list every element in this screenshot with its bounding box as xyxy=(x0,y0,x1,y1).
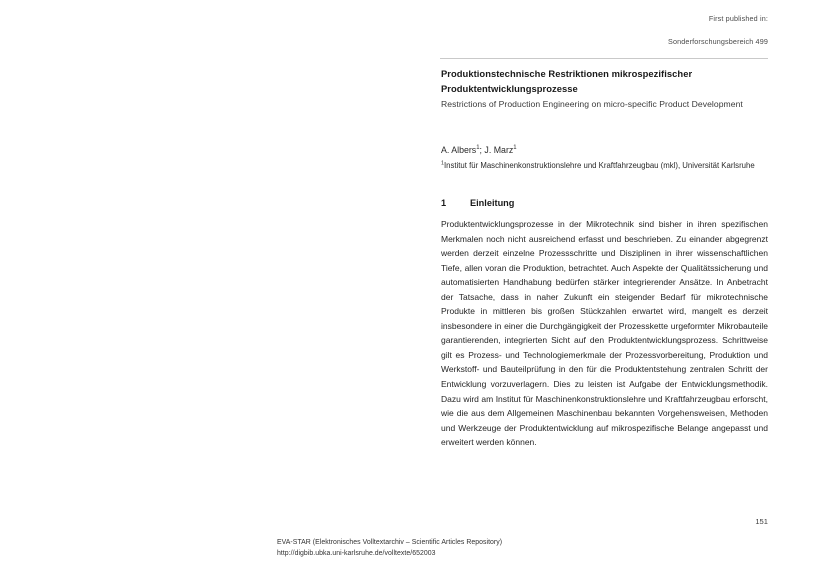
document-content xyxy=(441,66,768,450)
first-published-label: First published in: xyxy=(708,14,768,23)
author-second-affiliation-marker: 1 xyxy=(513,144,517,151)
section-number: 1 xyxy=(441,198,447,208)
affiliation-marker: 1 xyxy=(441,159,444,166)
author-first: A. Albers xyxy=(441,144,477,155)
header-divider xyxy=(440,58,768,59)
section-paragraph: Produktentwicklungsprozesse in der Mikrotechnik sind bisher in ihren spezifischen Merkmalen noch nicht ausreichend erfasst und beschrieben. Zu einander abgegrenzt werden derzeit einzelne Prozessschritte und Disziplinen in ihrer wissenschaftlichen Tiefe, allen voran die Produktion, betrachtet. Auch Aspekte der Qualitätssicherung und automatisierten Handhabung bedürfen stärker integrierender Ansätze. In Anbetracht der Tatsache, dass in naher Zukunft ein steigender Bedarf für mikrotechnische Produkte in mittleren bis großen Stückzahlen erwartet wird, mangelt es derzeit insbesondere in einer die Durchgängigkeit der Prozesskette urgeformter Mikrobauteile garantierenden, integrierten Sicht auf den Produktentwicklungsprozess. Schrittweise gilt es Prozess- und Technologiemerkmale der Prozessvorbereitung, Produktion und Werkstoff- und Bauteilprüfung in den für die Produktentstehung zentralen Schritt der Entwicklung vorzuverlagern. Dies zu leisten ist Aufgabe der Entwicklungsmethodik. Dazu wird am Institut für Maschinenkonstruktionslehre und Kraftfahrzeugbau erforscht, wie die aus dem Allgemeinen Maschinenbau bekannten Vorgehensweisen, Methoden und Werkzeuge der Produktentwicklung auf mikrospezifische Belange angepasst und erweitert werden können. xyxy=(441,219,768,448)
publication-source: Sonderforschungsbereich 499 xyxy=(668,37,768,46)
author-first-affiliation-marker: 1 xyxy=(476,144,480,151)
page-title-line-2: Produktentwicklungsprozesse xyxy=(441,83,578,94)
section-title: Einleitung xyxy=(470,198,515,208)
publication-header xyxy=(440,14,768,51)
repository-name: EVA-STAR (Elektronisches Volltextarchiv – Scientific Articles Repository) xyxy=(277,539,503,546)
author-affiliation xyxy=(441,159,768,173)
page-title-line-1: Produktionstechnische Restriktionen mikrospezifischer xyxy=(441,68,693,79)
repository-url[interactable]: http://digbib.ubka.uni-karlsruhe.de/volltexte/652003 xyxy=(277,549,436,557)
author-second: ; J. Marz xyxy=(479,144,514,155)
repository-footer xyxy=(277,538,502,559)
affiliation-text: Institut für Maschinenkonstruktionslehre und Kraftfahrzeugbau (mkl), Universität Karlsruhe xyxy=(443,160,755,170)
page-number: 151 xyxy=(755,517,768,526)
section-heading xyxy=(441,198,768,208)
author-list xyxy=(441,143,768,157)
page-title xyxy=(441,66,768,96)
document-subtitle: Restrictions of Production Engineering on micro-specific Product Development xyxy=(441,99,743,109)
